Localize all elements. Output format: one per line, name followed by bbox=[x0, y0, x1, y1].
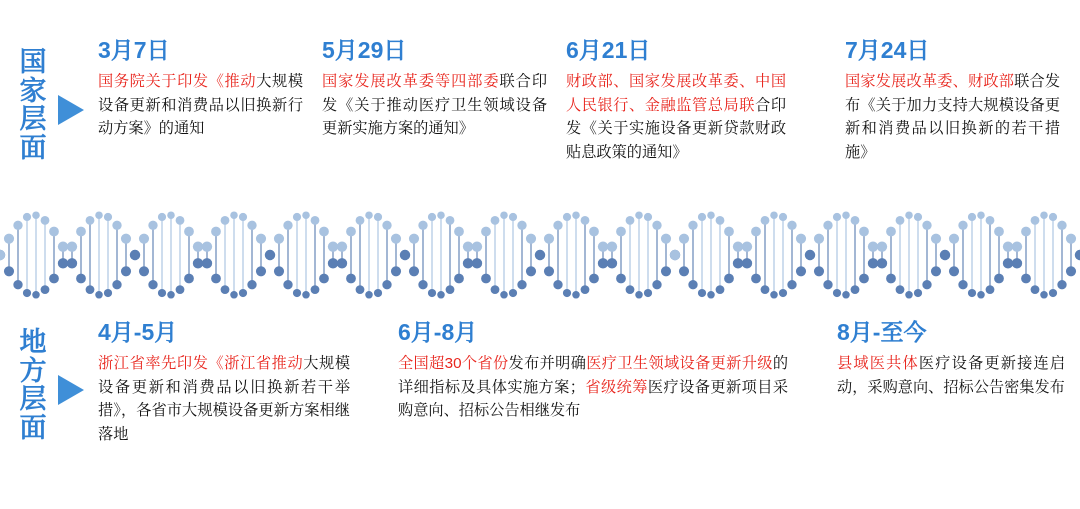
helix-node bbox=[958, 221, 967, 230]
helix-node bbox=[742, 242, 752, 252]
timeline-item-local-1 bbox=[98, 320, 350, 447]
helix-node bbox=[770, 211, 778, 219]
helix-node bbox=[239, 213, 247, 221]
helix-node bbox=[896, 216, 905, 225]
helix-node bbox=[931, 234, 941, 244]
helix-node bbox=[391, 266, 401, 276]
helix-node bbox=[949, 266, 959, 276]
arrow-right-icon bbox=[58, 95, 84, 125]
helix-node bbox=[346, 227, 356, 237]
helix-node bbox=[716, 216, 725, 225]
side-label-char: 层 bbox=[19, 384, 47, 415]
timeline-text-highlight: 省级统筹 bbox=[584, 378, 648, 396]
timeline-text-highlight: 国家发展改革委等四部委 bbox=[322, 73, 500, 91]
helix-node bbox=[193, 242, 203, 252]
helix-node bbox=[661, 266, 671, 276]
timeline-date: 4月-5月 bbox=[98, 319, 178, 345]
helix-node bbox=[581, 216, 590, 225]
helix-node bbox=[158, 213, 166, 221]
helix-node bbox=[437, 291, 445, 299]
helix-node bbox=[184, 274, 194, 284]
helix-node bbox=[472, 258, 482, 268]
timeline-text bbox=[837, 352, 1065, 399]
helix-node bbox=[526, 266, 536, 276]
helix-node bbox=[563, 213, 571, 221]
helix-node bbox=[1021, 274, 1031, 284]
helix-node bbox=[221, 216, 230, 225]
timeline-text bbox=[566, 70, 786, 164]
helix-node bbox=[833, 213, 841, 221]
helix-node bbox=[814, 266, 824, 276]
helix-node bbox=[463, 242, 473, 252]
helix-node bbox=[553, 221, 562, 230]
helix-node bbox=[616, 227, 626, 237]
helix-node bbox=[148, 221, 157, 230]
helix-node bbox=[104, 213, 112, 221]
helix-node bbox=[382, 280, 391, 289]
helix-node bbox=[724, 274, 734, 284]
helix-node bbox=[67, 242, 77, 252]
helix-node bbox=[400, 250, 410, 260]
helix-node bbox=[247, 280, 256, 289]
helix-node bbox=[635, 291, 643, 299]
helix-node bbox=[58, 242, 68, 252]
helix-node bbox=[4, 234, 14, 244]
helix-node bbox=[616, 274, 626, 284]
timeline-text-rest: 联合印发《关于推动医疗卫生领域设备更新实施方案的通知》 bbox=[322, 73, 548, 138]
helix-node bbox=[337, 242, 347, 252]
helix-node bbox=[922, 280, 931, 289]
timeline-date: 7月24日 bbox=[845, 37, 930, 63]
helix-node bbox=[283, 221, 292, 230]
helix-node bbox=[509, 213, 517, 221]
timeline-date: 6月21日 bbox=[566, 37, 651, 63]
helix-node bbox=[13, 221, 22, 230]
helix-node bbox=[365, 211, 373, 219]
helix-node bbox=[221, 285, 230, 294]
helix-node bbox=[688, 221, 697, 230]
helix-node bbox=[121, 266, 131, 276]
timeline-text bbox=[845, 70, 1060, 164]
helix-node bbox=[86, 216, 95, 225]
helix-node bbox=[112, 280, 121, 289]
timeline-text-rest: 发布并明确 bbox=[508, 355, 587, 373]
helix-node bbox=[914, 289, 922, 297]
timeline-item-national-2 bbox=[322, 38, 547, 141]
helix-node bbox=[302, 291, 310, 299]
helix-node bbox=[265, 250, 275, 260]
helix-node bbox=[428, 213, 436, 221]
helix-node bbox=[986, 285, 995, 294]
helix-node bbox=[761, 216, 770, 225]
helix-node bbox=[500, 211, 508, 219]
helix-node bbox=[581, 285, 590, 294]
helix-node bbox=[823, 221, 832, 230]
helix-node bbox=[544, 266, 554, 276]
helix-node bbox=[193, 258, 203, 268]
helix-node bbox=[859, 274, 869, 284]
helix-node bbox=[661, 234, 671, 244]
helix-node bbox=[896, 285, 905, 294]
helix-node bbox=[724, 227, 734, 237]
helix-node bbox=[500, 291, 508, 299]
helix-node bbox=[968, 289, 976, 297]
side-label-char: 家 bbox=[19, 75, 47, 106]
helix-node bbox=[679, 234, 689, 244]
helix-node bbox=[319, 274, 329, 284]
side-label-char: 国 bbox=[19, 47, 47, 77]
helix-node bbox=[940, 250, 950, 260]
helix-node bbox=[698, 289, 706, 297]
helix-node bbox=[598, 258, 608, 268]
side-label-char: 地 bbox=[19, 327, 47, 357]
helix-node bbox=[13, 280, 22, 289]
helix-node bbox=[446, 285, 455, 294]
helix-node bbox=[184, 227, 194, 237]
helix-node bbox=[446, 216, 455, 225]
helix-node bbox=[472, 242, 482, 252]
helix-node bbox=[247, 221, 256, 230]
helix-node bbox=[176, 285, 185, 294]
helix-node bbox=[319, 227, 329, 237]
helix-node bbox=[409, 266, 419, 276]
helix-node bbox=[302, 211, 310, 219]
helix-node bbox=[481, 274, 491, 284]
helix-node bbox=[670, 250, 680, 260]
timeline-item-local-3 bbox=[837, 320, 1065, 399]
timeline-text bbox=[98, 70, 303, 141]
helix-node bbox=[167, 211, 175, 219]
helix-node bbox=[977, 291, 985, 299]
helix-node bbox=[607, 258, 617, 268]
helix-node bbox=[1057, 280, 1066, 289]
helix-node bbox=[886, 227, 896, 237]
helix-node bbox=[886, 274, 896, 284]
helix-node bbox=[877, 242, 887, 252]
helix-node bbox=[4, 266, 14, 276]
timeline-item-national-3 bbox=[566, 38, 786, 165]
helix-node bbox=[1012, 258, 1022, 268]
helix-node bbox=[688, 280, 697, 289]
helix-node bbox=[905, 291, 913, 299]
helix-node bbox=[23, 289, 31, 297]
helix-node bbox=[202, 242, 212, 252]
helix-node bbox=[211, 227, 221, 237]
helix-node bbox=[1049, 213, 1057, 221]
helix-node bbox=[121, 234, 131, 244]
helix-node bbox=[922, 221, 931, 230]
helix-node bbox=[202, 258, 212, 268]
helix-node bbox=[86, 285, 95, 294]
timeline-text-highlight: 医疗卫生领域设备更新升级 bbox=[586, 355, 773, 373]
helix-node bbox=[644, 289, 652, 297]
helix-node bbox=[707, 291, 715, 299]
helix-node bbox=[374, 289, 382, 297]
helix-node bbox=[491, 285, 500, 294]
helix-node bbox=[1031, 285, 1040, 294]
helix-node bbox=[139, 234, 149, 244]
helix-node bbox=[23, 213, 31, 221]
side-label-char: 层 bbox=[19, 104, 47, 135]
timeline-text-rest: 大规模设备更新和消费品以旧换新若干举措》，各省市大规模设备更新方案相继落地 bbox=[98, 355, 351, 443]
helix-node bbox=[517, 280, 526, 289]
helix-node bbox=[842, 211, 850, 219]
helix-node bbox=[626, 285, 635, 294]
helix-node bbox=[454, 274, 464, 284]
helix-node bbox=[751, 274, 761, 284]
helix-node bbox=[589, 274, 599, 284]
helix-node bbox=[751, 227, 761, 237]
helix-node bbox=[1066, 266, 1076, 276]
helix-node bbox=[32, 291, 40, 299]
helix-node bbox=[481, 227, 491, 237]
helix-node bbox=[148, 280, 157, 289]
helix-node bbox=[274, 234, 284, 244]
helix-node bbox=[607, 242, 617, 252]
helix-node bbox=[76, 227, 86, 237]
helix-node bbox=[572, 211, 580, 219]
helix-node bbox=[211, 274, 221, 284]
helix-node bbox=[1040, 291, 1048, 299]
timeline-date: 5月29日 bbox=[322, 37, 407, 63]
helix-node bbox=[41, 216, 50, 225]
helix-node bbox=[454, 227, 464, 237]
helix-node bbox=[544, 234, 554, 244]
helix-node bbox=[563, 289, 571, 297]
helix-node bbox=[356, 285, 365, 294]
section-label-national bbox=[12, 48, 54, 162]
helix-node bbox=[463, 258, 473, 268]
helix-node bbox=[67, 258, 77, 268]
timeline-item-national-1 bbox=[98, 38, 303, 141]
helix-node bbox=[986, 216, 995, 225]
helix-node bbox=[851, 216, 860, 225]
helix-node bbox=[328, 242, 338, 252]
helix-node bbox=[877, 258, 887, 268]
helix-node bbox=[905, 211, 913, 219]
helix-node bbox=[428, 289, 436, 297]
helix-node bbox=[517, 221, 526, 230]
helix-node bbox=[833, 289, 841, 297]
helix-node bbox=[977, 211, 985, 219]
helix-node bbox=[139, 266, 149, 276]
helix-node bbox=[239, 289, 247, 297]
helix-node bbox=[1003, 242, 1013, 252]
helix-node bbox=[337, 258, 347, 268]
helix-node bbox=[716, 285, 725, 294]
helix-node bbox=[968, 213, 976, 221]
helix-node bbox=[1031, 216, 1040, 225]
helix-node bbox=[868, 258, 878, 268]
helix-node bbox=[1075, 250, 1080, 260]
timeline-text-highlight: 国家发展改革委、财政部 bbox=[845, 73, 1015, 91]
helix-node bbox=[644, 213, 652, 221]
helix-node bbox=[293, 213, 301, 221]
side-label-char: 面 bbox=[19, 132, 47, 163]
helix-node bbox=[49, 227, 59, 237]
timeline-date: 3月7日 bbox=[98, 37, 170, 63]
helix-node bbox=[418, 280, 427, 289]
helix-node bbox=[589, 227, 599, 237]
helix-node bbox=[733, 258, 743, 268]
helix-node bbox=[365, 291, 373, 299]
helix-node bbox=[742, 258, 752, 268]
helix-node bbox=[787, 280, 796, 289]
helix-node bbox=[572, 291, 580, 299]
helix-node bbox=[779, 289, 787, 297]
helix-node bbox=[391, 234, 401, 244]
helix-node bbox=[770, 291, 778, 299]
helix-node bbox=[374, 213, 382, 221]
timeline-text-highlight: 全国超30个省份 bbox=[398, 355, 509, 373]
helix-node bbox=[652, 280, 661, 289]
timeline-text-highlight: 国务院关于印发《推动 bbox=[98, 73, 257, 91]
helix-node bbox=[230, 211, 238, 219]
helix-node bbox=[95, 291, 103, 299]
helix-node bbox=[283, 280, 292, 289]
helix-node bbox=[526, 234, 536, 244]
helix-node bbox=[553, 280, 562, 289]
helix-node bbox=[382, 221, 391, 230]
helix-node bbox=[868, 242, 878, 252]
helix-node bbox=[176, 216, 185, 225]
timeline-date: 6月-8月 bbox=[398, 319, 478, 345]
helix-node bbox=[356, 216, 365, 225]
helix-node bbox=[437, 211, 445, 219]
helix-node bbox=[1049, 289, 1057, 297]
helix-node bbox=[158, 289, 166, 297]
helix-node bbox=[994, 227, 1004, 237]
helix-node bbox=[58, 258, 68, 268]
helix-node bbox=[409, 234, 419, 244]
timeline-text-highlight: 县域医共体 bbox=[837, 355, 919, 373]
timeline-text-rest: 大规模设备更新和消费品以旧换新行动方案》的通知 bbox=[98, 73, 304, 138]
helix-node bbox=[311, 216, 320, 225]
helix-node bbox=[1012, 242, 1022, 252]
helix-node bbox=[112, 221, 121, 230]
timeline-text-rest: 联合发布《关于加力支持大规模设备更新和消费品以旧换新的若干措施》 bbox=[845, 73, 1061, 161]
helix-node bbox=[76, 274, 86, 284]
timeline-item-national-4 bbox=[845, 38, 1060, 165]
helix-node bbox=[635, 211, 643, 219]
timeline-text-rest: 合印发《关于实施设备更新贷款财政贴息政策的通知》 bbox=[566, 96, 787, 161]
helix-node bbox=[328, 258, 338, 268]
helix-node bbox=[652, 221, 661, 230]
arrow-right-icon bbox=[58, 375, 84, 405]
helix-node bbox=[256, 234, 266, 244]
helix-node bbox=[41, 285, 50, 294]
timeline-text-highlight: 财政部、国家发展改革委、中国人民银行、金融监管总局联 bbox=[566, 73, 786, 114]
helix-node bbox=[796, 234, 806, 244]
dna-double-helix-divider bbox=[0, 200, 1080, 310]
helix-node bbox=[346, 274, 356, 284]
helix-node bbox=[859, 227, 869, 237]
timeline-text-rest: 医疗设备更新接连启动，采购意向、招标公告密集发布 bbox=[837, 355, 1066, 396]
helix-node bbox=[949, 234, 959, 244]
helix-node bbox=[535, 250, 545, 260]
helix-node bbox=[1066, 234, 1076, 244]
timeline-text-rest: 医疗设备更新项目采购意向、招标公告相继发布 bbox=[398, 378, 789, 420]
helix-node bbox=[1003, 258, 1013, 268]
helix-node bbox=[418, 221, 427, 230]
timeline-text-highlight: 浙江省率先印发《浙江省推动 bbox=[98, 355, 304, 373]
helix-node bbox=[779, 213, 787, 221]
helix-node bbox=[1057, 221, 1066, 230]
helix-node bbox=[1021, 227, 1031, 237]
helix-node bbox=[230, 291, 238, 299]
helix-node bbox=[130, 250, 140, 260]
helix-node bbox=[293, 289, 301, 297]
timeline-text bbox=[98, 352, 350, 446]
helix-node bbox=[274, 266, 284, 276]
helix-node bbox=[761, 285, 770, 294]
side-label-char: 面 bbox=[19, 412, 47, 443]
side-label-char: 方 bbox=[19, 355, 47, 386]
helix-node bbox=[256, 266, 266, 276]
helix-node bbox=[598, 242, 608, 252]
helix-node bbox=[698, 213, 706, 221]
helix-node bbox=[851, 285, 860, 294]
helix-node bbox=[95, 211, 103, 219]
helix-node bbox=[958, 280, 967, 289]
timeline-text-rest: 的详细指标及具体实施方案； bbox=[398, 355, 789, 396]
helix-node bbox=[0, 250, 5, 260]
helix-node bbox=[679, 266, 689, 276]
helix-node bbox=[914, 213, 922, 221]
helix-node bbox=[311, 285, 320, 294]
helix-node bbox=[32, 211, 40, 219]
helix-node bbox=[1040, 211, 1048, 219]
helix-node bbox=[823, 280, 832, 289]
helix-node bbox=[796, 266, 806, 276]
helix-node bbox=[733, 242, 743, 252]
timeline-item-local-2 bbox=[398, 320, 788, 423]
timeline-text bbox=[322, 70, 547, 141]
timeline-text bbox=[398, 352, 788, 423]
helix-node bbox=[805, 250, 815, 260]
helix-node bbox=[626, 216, 635, 225]
helix-node bbox=[104, 289, 112, 297]
helix-node bbox=[491, 216, 500, 225]
helix-node bbox=[509, 289, 517, 297]
helix-node bbox=[49, 274, 59, 284]
section-label-local bbox=[12, 328, 54, 442]
helix-node bbox=[787, 221, 796, 230]
helix-node bbox=[931, 266, 941, 276]
helix-node bbox=[707, 211, 715, 219]
helix-node bbox=[814, 234, 824, 244]
helix-node bbox=[842, 291, 850, 299]
timeline-date: 8月-至今 bbox=[837, 319, 927, 345]
helix-node bbox=[167, 291, 175, 299]
helix-node bbox=[994, 274, 1004, 284]
